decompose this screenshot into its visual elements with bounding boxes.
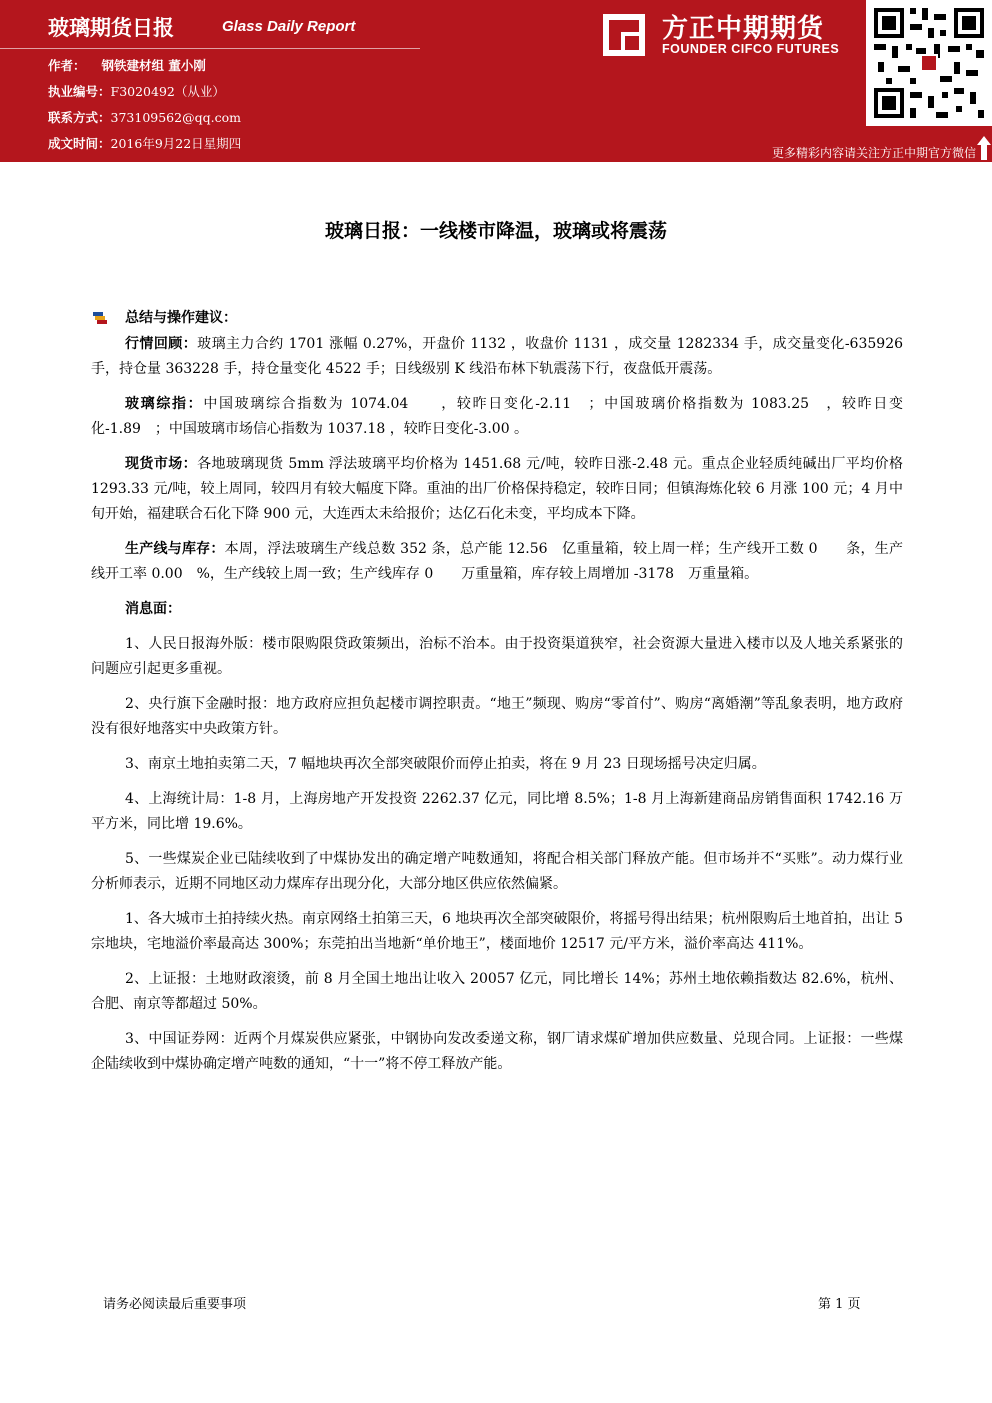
meta-value: 钢铁建材组 董小刚 [101,58,206,73]
brand-name-en: FOUNDER CIFCO FUTURES [662,42,840,56]
section-spot-market [91,452,903,527]
title-bar [0,0,420,49]
news-item: 1、人民日报海外版：楼市限购限贷政策频出，治标不治本。由于投资渠道狭窄，社会资源大量进入楼市以及人地关系紧张的问题应引起更多重视。 [91,636,903,677]
news-item: 2、央行旗下金融时报：地方政府应担负起楼市调控职责。“地王”频现、购房“零首付”、购房“离婚潮”等乱象表明，地方政府没有很好地落实中央政策方针。 [91,696,903,737]
meta-label: 作者： [48,58,86,73]
meta-license [48,82,225,100]
meta-contact [48,108,241,126]
section-label: 生产线与库存： [125,541,225,557]
meta-label: 执业编号： [48,84,111,99]
brand-name-cn: 方正中期期货 [662,14,825,44]
section-label: 玻璃综指： [125,396,204,412]
section-label: 消息面： [125,601,181,617]
news-item: 5、一些煤炭企业已陆续收到了中煤协发出的确定增产吨数通知，将配合相关部门释放产能。但市场并不“买账”。动力煤行业分析师表示，近期不同地区动力煤库存出现分化，大部分地区供应依然偏紧。 [91,851,903,892]
section-market-review [91,332,903,382]
bullet-icon [93,312,107,324]
meta-author [48,56,206,74]
page-number: 第 1 页 [818,1297,861,1312]
report-body [91,306,903,1087]
follow-wechat-text: 更多精彩内容请关注方正中期官方微信 [771,146,976,160]
report-title-en: Glass Daily Report [222,18,356,35]
report-header [0,0,992,162]
news-item: 4、上海统计局：1-8 月，上海房地产开发投资 2262.37 亿元，同比增 8.5%；1-8 月上海新建商品房销售面积 1742.16 万平方米，同比增 19.6%。 [91,791,903,832]
section-production-inventory [91,537,903,587]
section-glass-index [91,392,903,442]
up-arrow-icon [977,136,991,160]
news-item: 2、上证报：土地财政滚烫，前 8 月全国土地出让收入 20057 亿元，同比增长 14%；苏州土地依赖指数达 82.6%，杭州、合肥、南京等都超过 50%。 [91,971,903,1012]
section-label: 现货市场： [125,456,198,472]
meta-label: 联系方式： [48,110,111,125]
section-text: 中国玻璃综合指数为 1074.04 ，较昨日变化-2.11 ；中国玻璃价格指数为 1083.25 ，较昨日变化-1.89 ；中国玻璃市场信心指数为 1037.18 ，较昨日变化-3.00 。 [91,396,904,437]
section-text: 本周，浮法玻璃生产线总数 352 条，总产能 12.56 亿重量箱，较上周一样；生产线开工数 0 条，生产线开工率 0.00 %，生产线较上周一致；生产线库存 0 万重量箱，库存较上周增加 -3178 万重量箱。 [91,541,903,582]
section-label: 行情回顾： [125,336,198,352]
footer-notice: 请务必阅读最后重要事项 [103,1297,247,1312]
section-news-heading [91,597,903,622]
report-title-cn: 玻璃期货日报 [48,16,174,40]
founder-logo-icon [603,14,645,56]
qr-code [866,0,992,126]
news-item: 3、南京土地拍卖第二天，7 幅地块再次全部突破限价而停止拍卖，将在 9 月 23 日现场摇号决定归属。 [125,756,766,772]
section-text: 各地玻璃现货 5mm 浮法玻璃平均价格为 1451.68 元/吨，较昨日涨-2.48 元。重点企业轻质纯碱出厂平均价格 1293.33 元/吨，较上周同，较四月有较大幅度下降。重油的出厂价格保持稳定，较昨日同；但镇海炼化较 6 月涨 100 元；4 月中旬开始，福建联合石化下降 900 元，大连西太未给报价；达亿石化未变，平均成本下降。 [91,456,903,522]
news-item: 1、各大城市土拍持续火热。南京网络土拍第三天，6 地块再次全部突破限价，将摇号得出结果；杭州限购后土地首拍，出让 5 宗地块，宅地溢价率最高达 300%；东莞拍出当地新“单价地王”，楼面地价 12517 元/平方米，溢价率高达 411%。 [91,911,903,952]
news-item: 3、中国证券网：近两个月煤炭供应紧张，中钢协向发改委递文称，钢厂请求煤矿增加供应数量、兑现合同。上证报：一些煤企陆续收到中煤协确定增产吨数的通知，“十一”将不停工释放产能。 [91,1031,903,1072]
summary-heading: 总结与操作建议： [91,306,903,330]
meta-date [48,134,241,152]
document-title: 玻璃日报：一线楼市降温，玻璃或将震荡 [324,220,667,242]
meta-value: F3020492（从业） [110,84,225,99]
meta-value: 373109562@qq.com [110,110,241,125]
section-text: 玻璃主力合约 1701 涨幅 0.27%，开盘价 1132 ，收盘价 1131 ，成交量 1282334 手，成交量变化-635926 手，持仓量 363228 手，持仓量变化 4522 手；日线级别 K 线沿布林下轨震荡下行，夜盘低开震荡。 [91,336,904,377]
meta-value: 2016年9月22日星期四 [110,136,242,151]
meta-label: 成文时间： [48,136,111,151]
